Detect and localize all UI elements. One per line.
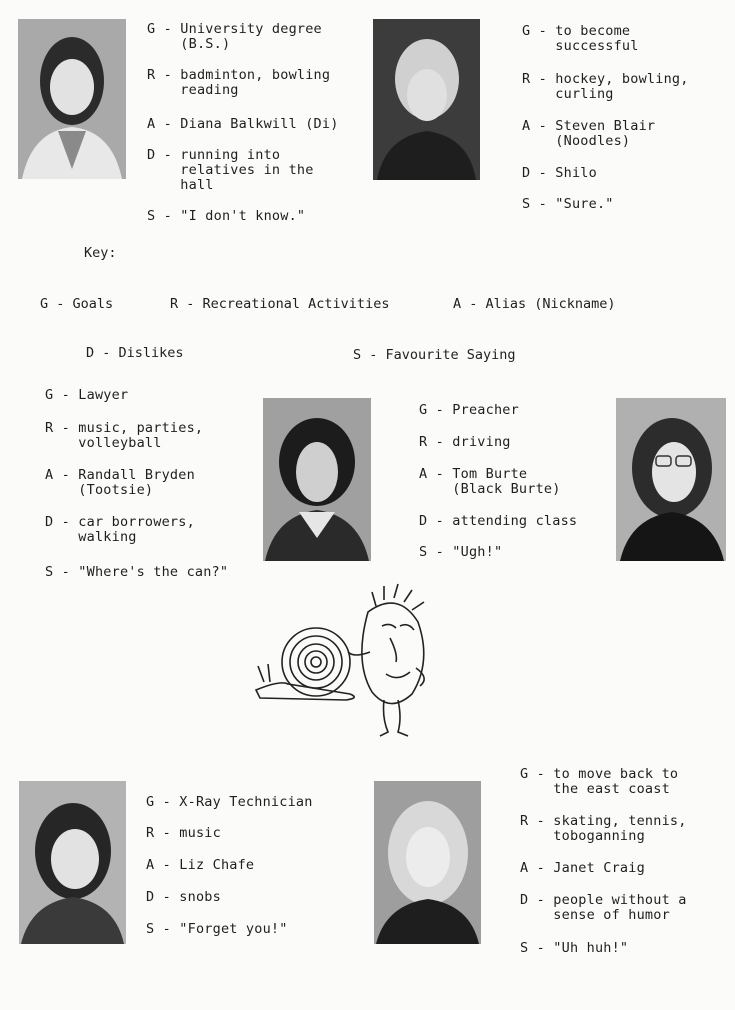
snail-cartoon-illustration <box>250 582 450 742</box>
profile-2-saying: S - "Sure." <box>522 196 614 212</box>
key-recreational: R - Recreational Activities <box>170 296 390 312</box>
key-dislikes: D - Dislikes <box>86 345 184 361</box>
profile-2-recreation: R - hockey, bowling, curling <box>522 71 689 102</box>
profile-3-saying: S - "Where's the can?" <box>45 564 229 580</box>
profile-6-dislikes: D - people without a sense of humor <box>520 892 687 923</box>
profile-5-recreation: R - music <box>146 825 221 841</box>
profile-3-dislikes: D - car borrowers, walking <box>45 514 195 545</box>
portrait-photo-6 <box>374 781 481 944</box>
profile-5-saying: S - "Forget you!" <box>146 921 288 937</box>
profile-2-dislikes: D - Shilo <box>522 165 597 181</box>
profile-6-saying: S - "Uh huh!" <box>520 940 629 956</box>
portrait-photo-1 <box>18 19 126 179</box>
profile-5-alias: A - Liz Chafe <box>146 857 255 873</box>
portrait-1-figure <box>18 19 126 179</box>
profile-2-alias: A - Steven Blair (Noodles) <box>522 118 656 149</box>
profile-2-goals: G - to become successful <box>522 23 639 54</box>
profile-1-saying: S - "I don't know." <box>147 208 306 224</box>
profile-6-alias: A - Janet Craig <box>520 860 645 876</box>
portrait-6-figure <box>374 781 481 944</box>
key-title: Key: <box>84 245 117 261</box>
portrait-photo-3 <box>263 398 371 561</box>
profile-5-goals: G - X-Ray Technician <box>146 794 313 810</box>
portrait-3-figure <box>263 398 371 561</box>
portrait-photo-2 <box>373 19 480 180</box>
profile-6-goals: G - to move back to the east coast <box>520 766 679 797</box>
portrait-photo-4 <box>616 398 726 561</box>
profile-1-alias: A - Diana Balkwill (Di) <box>147 116 339 132</box>
portrait-5-figure <box>19 781 126 944</box>
portrait-photo-5 <box>19 781 126 944</box>
portrait-2-figure <box>373 19 480 180</box>
portrait-4-figure <box>616 398 726 561</box>
key-saying: S - Favourite Saying <box>353 347 516 363</box>
profile-4-alias: A - Tom Burte (Black Burte) <box>419 466 561 497</box>
profile-3-goals: G - Lawyer <box>45 387 129 403</box>
profile-1-recreation: R - badminton, bowling reading <box>147 67 331 98</box>
profile-6-recreation: R - skating, tennis, toboganning <box>520 813 687 844</box>
profile-5-dislikes: D - snobs <box>146 889 221 905</box>
profile-1-goals: G - University degree (B.S.) <box>147 21 322 52</box>
key-goals: G - Goals <box>40 296 114 312</box>
profile-4-dislikes: D - attending class <box>419 513 578 529</box>
profile-4-goals: G - Preacher <box>419 402 519 418</box>
profile-4-saying: S - "Ugh!" <box>419 544 503 560</box>
profile-3-alias: A - Randall Bryden (Tootsie) <box>45 467 195 498</box>
profile-4-recreation: R - driving <box>419 434 511 450</box>
profile-1-dislikes: D - running into relatives in the hall <box>147 147 314 193</box>
key-alias: A - Alias (Nickname) <box>453 296 616 312</box>
profile-3-recreation: R - music, parties, volleyball <box>45 420 204 451</box>
